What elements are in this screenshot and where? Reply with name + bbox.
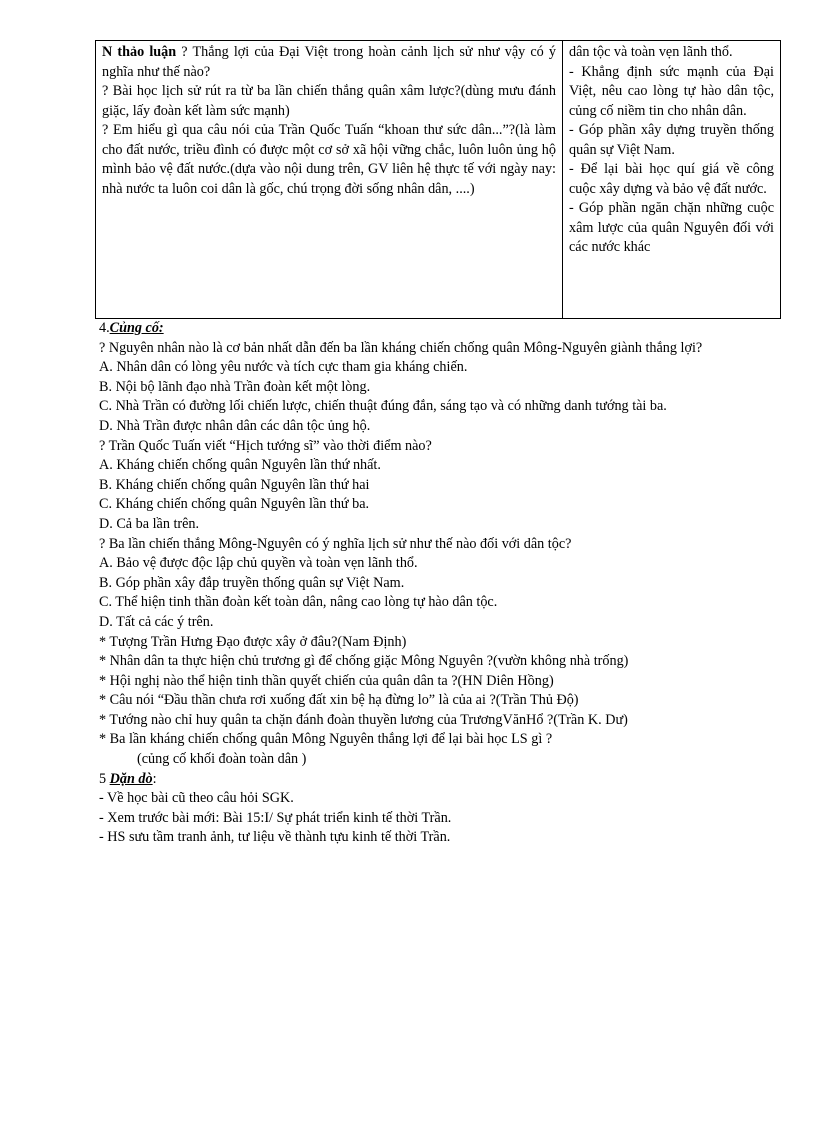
section-4-title: Củng cố: (109, 320, 164, 336)
answer-option: B. Góp phần xây đắp truyền thống quân sự Việt Nam. (99, 574, 405, 591)
answer-option: C. Kháng chiến chống quân Nguyên lần thứ ba. (99, 496, 370, 513)
answer-option: D. Nhà Trần được nhân dân các dân tộc ủng hộ. (99, 417, 371, 434)
review-question: * Ba lần kháng chiến chống quân Mông Nguyên thắng lợi để lại bài học LS gì ? (99, 731, 553, 748)
content-line: - Góp phần xây dựng truyền thống quân sự Việt Nam. (569, 122, 774, 158)
review-answer: (củng cố khối đoàn toàn dân ) (137, 751, 307, 768)
answer-option: C. Thể hiện tinh thần đoàn kết toàn dân, nâng cao lòng tự hào dân tộc. (99, 594, 498, 611)
content-line: - Để lại bài học quí giá về công cuộc xây dựng và bảo vệ đất nước. (569, 161, 774, 197)
document-body (99, 319, 789, 848)
answer-option: A. Bảo vệ được độc lập chủ quyền và toàn vẹn lãnh thổ. (99, 555, 418, 572)
quiz-question: ? Nguyên nhân nào là cơ bản nhất dẫn đến ba lần kháng chiến chống quân Mông-Nguyên giành thắng lợi? (99, 339, 703, 356)
homework-item: - Xem trước bài mới: Bài 15:I/ Sự phát triển kinh tế thời Trần. (99, 809, 452, 826)
answer-option: D. Tất cả các ý trên. (99, 613, 214, 630)
quiz-question: ? Trần Quốc Tuấn viết “Hịch tướng sĩ” vào thời điểm nào? (99, 437, 432, 454)
section-4-heading: 4.Củng cố: (99, 320, 164, 336)
discussion-question (102, 43, 556, 82)
answer-option: C. Nhà Trần có đường lối chiến lược, chiến thuật đúng đắn, sáng tạo và có những danh tướng tài ba. (99, 398, 667, 415)
review-question: * Tướng nào chỉ huy quân ta chặn đánh đoàn thuyền lương của TrươngVănHổ ?(Trần K. Dư) (99, 711, 628, 728)
content-line: - Khẳng định sức mạnh của Đại Việt, nêu cao lòng tự hào dân tộc, củng cố niềm tin cho nhân dân. (569, 63, 774, 119)
answer-option: B. Nội bộ lãnh đạo nhà Trần đoàn kết một lòng. (99, 378, 371, 395)
lesson-table (95, 40, 781, 319)
activity-cell (96, 41, 563, 319)
content-cell (563, 41, 781, 319)
content-line: - Góp phần ngăn chặn những cuộc xâm lược của quân Nguyên đối với các nước khác (569, 200, 774, 255)
review-question: * Tượng Trần Hưng Đạo được xây ở đâu?(Nam Định) (99, 633, 407, 650)
answer-option: B. Kháng chiến chống quân Nguyên lần thứ hai (99, 476, 370, 493)
table-row (96, 41, 781, 319)
homework-item: - Về học bài cũ theo câu hỏi SGK. (99, 790, 294, 807)
answer-option: D. Cả ba lần trên. (99, 515, 200, 532)
review-question: * Hội nghị nào thể hiện tinh thần quyết chiến của quân dân ta ?(HN Diên Hồng) (99, 672, 554, 689)
content-line: dân tộc và toàn vẹn lãnh thổ. (569, 44, 733, 60)
discussion-text: ? Thắng lợi của Đại Việt trong hoàn cảnh lịch sử như vậy có ý nghĩa như thế nào? (102, 44, 556, 80)
review-question: * Nhân dân ta thực hiện chủ trương gì để chống giặc Mông Nguyên ?(vườn không nhà trống) (99, 653, 629, 670)
lesson-question: ? Bài học lịch sử rút ra từ ba lần chiến thắng quân xâm lược?(dùng mưu đánh giặc, lấy đoàn kết làm sức mạnh) (102, 83, 556, 119)
answer-option: A. Nhân dân có lòng yêu nước và tích cực tham gia kháng chiến. (99, 359, 468, 376)
review-question: * Câu nói “Đầu thần chưa rơi xuống đất xin bệ hạ đừng lo” là của ai ?(Trần Thủ Độ) (99, 692, 579, 709)
section-5-title: Dặn dò (109, 770, 153, 787)
section-5-heading: 5 Dặn dò: (99, 770, 157, 787)
answer-option: A. Kháng chiến chống quân Nguyên lần thứ nhất. (99, 457, 381, 474)
quiz-question: ? Ba lần chiến thắng Mông-Nguyên có ý nghĩa lịch sử như thế nào đối với dân tộc? (99, 535, 572, 552)
homework-item: - HS sưu tầm tranh ảnh, tư liệu về thành tựu kinh tế thời Trần. (99, 829, 451, 846)
discussion-label: N thảo luận (102, 44, 177, 60)
quote-question: ? Em hiểu gì qua câu nói của Trần Quốc Tuấn “khoan thư sức dân...”?(là làm cho đất nước, triều đình có được một cơ sở xã hội vững chắc, luôn luôn ủng hộ mình bảo vệ đất nước.(dựa vào nội dung trên, GV liên hệ thực tế với ngày nay: nhà nước ta luôn coi dân là gốc, chú trọng đời sống nhân dân, ....) (102, 122, 556, 197)
